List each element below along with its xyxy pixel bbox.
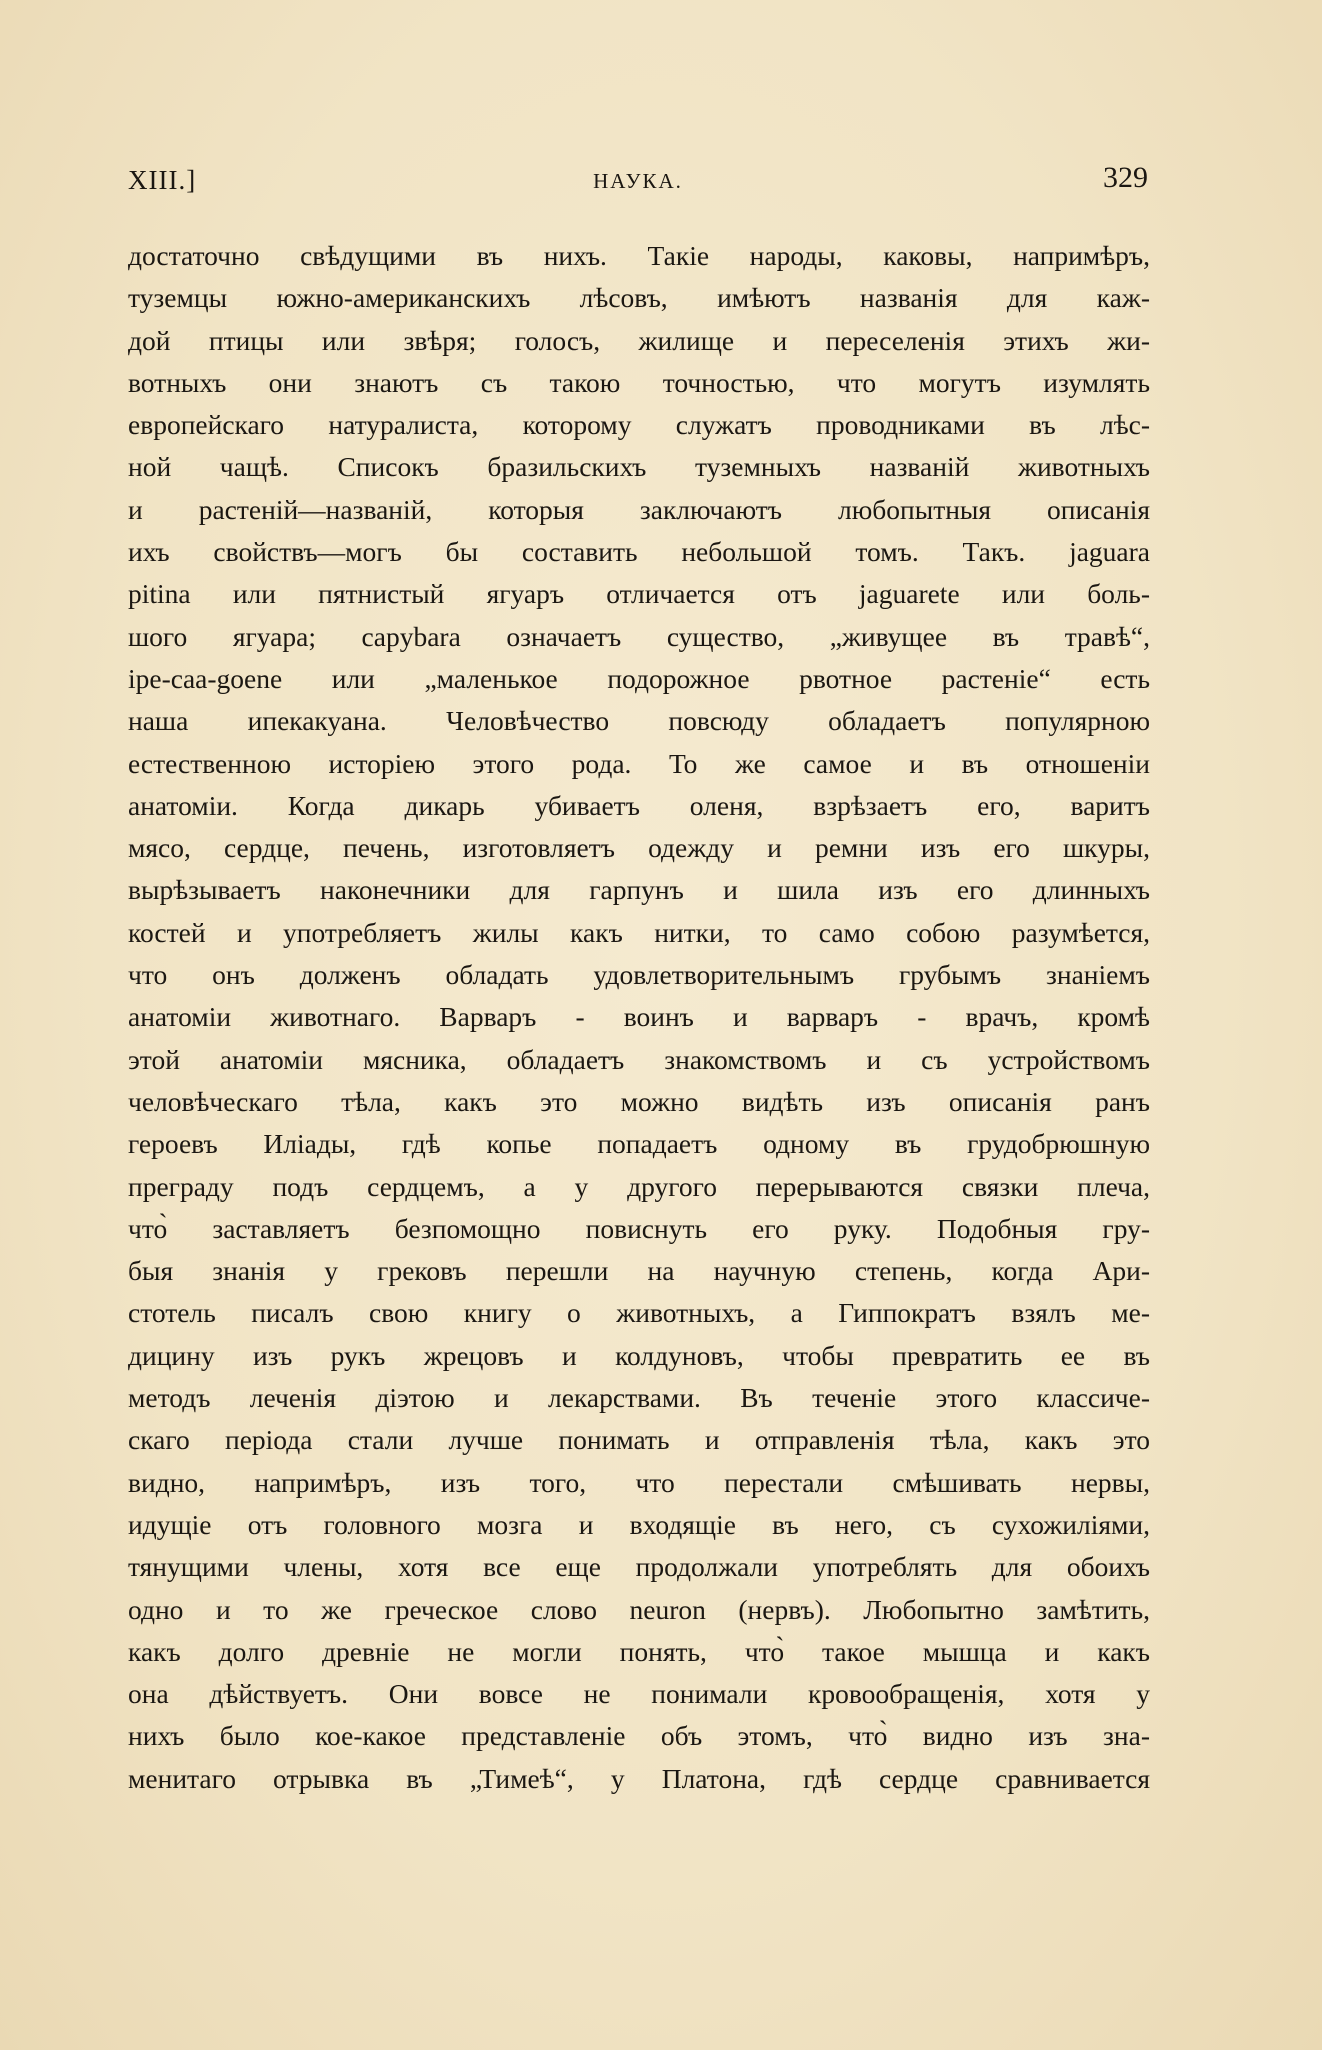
text-line: и растеній—названій, которыя заключаютъ любопытныя описанія <box>128 493 1150 525</box>
text-line: достаточно свѣдущими въ нихъ. Такіе народы, каковы, напримѣръ, <box>128 240 1150 271</box>
text-line: человѣческаго тѣла, какъ это можно видѣть изъ описанія ранъ <box>128 1085 1150 1117</box>
running-title: НАУКА. <box>593 169 683 193</box>
text-line: вотныхъ они знаютъ съ такою точностью, что могутъ изумлять <box>128 366 1150 398</box>
text-line: анатоміи животнаго. Варваръ - воинъ и варваръ - врачъ, кромѣ <box>128 1001 1150 1033</box>
text-line: стотель писалъ свою книгу о животныхъ, а Гиппократъ взялъ ме- <box>128 1297 1150 1329</box>
running-header <box>128 161 1148 205</box>
text-line: героевъ Иліады, гдѣ копье попадаетъ одному въ грудобрюшную <box>128 1128 1150 1160</box>
text-line: костей и употребляетъ жилы какъ нитки, то само собою разумѣется, <box>128 916 1150 948</box>
text-line: шого ягуара; capybara означаетъ существо, „живущее въ травѣ“, <box>128 620 1150 652</box>
text-line: преграду подъ сердцемъ, а у другого перерываются связки плеча, <box>128 1170 1150 1202</box>
text-line: тянущими члены, хотя все еще продолжали употреблять для обоихъ <box>128 1551 1150 1583</box>
text-line: что̀ заставляетъ безпомощно повиснуть его руку. Подобныя гру- <box>128 1212 1150 1244</box>
text-line: идущіе отъ головного мозга и входящіе въ него, съ сухожиліями, <box>128 1508 1150 1540</box>
text-line: что онъ долженъ обладать удовлетворительнымъ грубымъ знаніемъ <box>128 959 1150 991</box>
text-line: этой анатоміи мясника, обладаетъ знакомствомъ и съ устройствомъ <box>128 1043 1150 1075</box>
text-line: нихъ было кое-какое представленіе объ этомъ, что̀ видно изъ зна- <box>128 1720 1150 1752</box>
text-line: естественною исторіею этого рода. То же самое и въ отношеніи <box>128 747 1150 779</box>
text-line: анатоміи. Когда дикарь убиваетъ оленя, взрѣзаетъ его, варитъ <box>128 789 1150 821</box>
text-line: скаго періода стали лучше понимать и отправленія тѣла, какъ это <box>128 1424 1150 1456</box>
text-line: вырѣзываетъ наконечники для гарпунъ и шила изъ его длинныхъ <box>128 874 1150 906</box>
text-line: одно и то же греческое слово neuron (нервъ). Любопытно замѣтить, <box>128 1593 1150 1625</box>
text-line: ipe-caa-goene или „маленькое подорожное рвотное растеніе“ есть <box>128 662 1150 694</box>
text-line: она дѣйствуетъ. Они вовсе не понимали кровообращенія, хотя у <box>128 1678 1150 1710</box>
text-line: мясо, сердце, печень, изготовляетъ одежду и ремни изъ его шкуры, <box>128 832 1150 864</box>
text-line: наша ипекакуана. Человѣчество повсюду обладаетъ популярною <box>128 705 1150 737</box>
text-line: методъ леченія діэтою и лекарствами. Въ теченіе этого классиче- <box>128 1382 1150 1414</box>
text-line: какъ долго древніе не могли понять, что̀ такое мышца и какъ <box>128 1635 1150 1667</box>
body-text <box>128 235 1150 1800</box>
text-line: ихъ свойствъ—могъ бы составить небольшой томъ. Такъ. jaguara <box>128 536 1150 568</box>
text-line: дой птицы или звѣря; голосъ, жилище и переселенія этихъ жи- <box>128 324 1150 356</box>
page-number: 329 <box>1103 161 1148 194</box>
chapter-number: XIII.] <box>128 165 197 195</box>
text-line: быя знанія у грековъ перешли на научную степень, когда Ари- <box>128 1255 1150 1287</box>
text-line: европейскаго натуралиста, которому служатъ проводниками въ лѣс- <box>128 409 1150 441</box>
text-line: видно, напримѣръ, изъ того, что перестали смѣшивать нервы, <box>128 1466 1150 1498</box>
text-line: менитаго отрывка въ „Тимеѣ“, у Платона, гдѣ сердце сравнивается <box>128 1762 1150 1794</box>
text-line: pitina или пятнистый ягуаръ отличается отъ jaguarete или боль- <box>128 578 1150 610</box>
text-line: туземцы южно-американскихъ лѣсовъ, имѣютъ названія для каж- <box>128 282 1150 314</box>
text-line: дицину изъ рукъ жрецовъ и колдуновъ, чтобы превратить ее въ <box>128 1339 1150 1371</box>
text-line: ной чащѣ. Списокъ бразильскихъ туземныхъ названій животныхъ <box>128 451 1150 483</box>
